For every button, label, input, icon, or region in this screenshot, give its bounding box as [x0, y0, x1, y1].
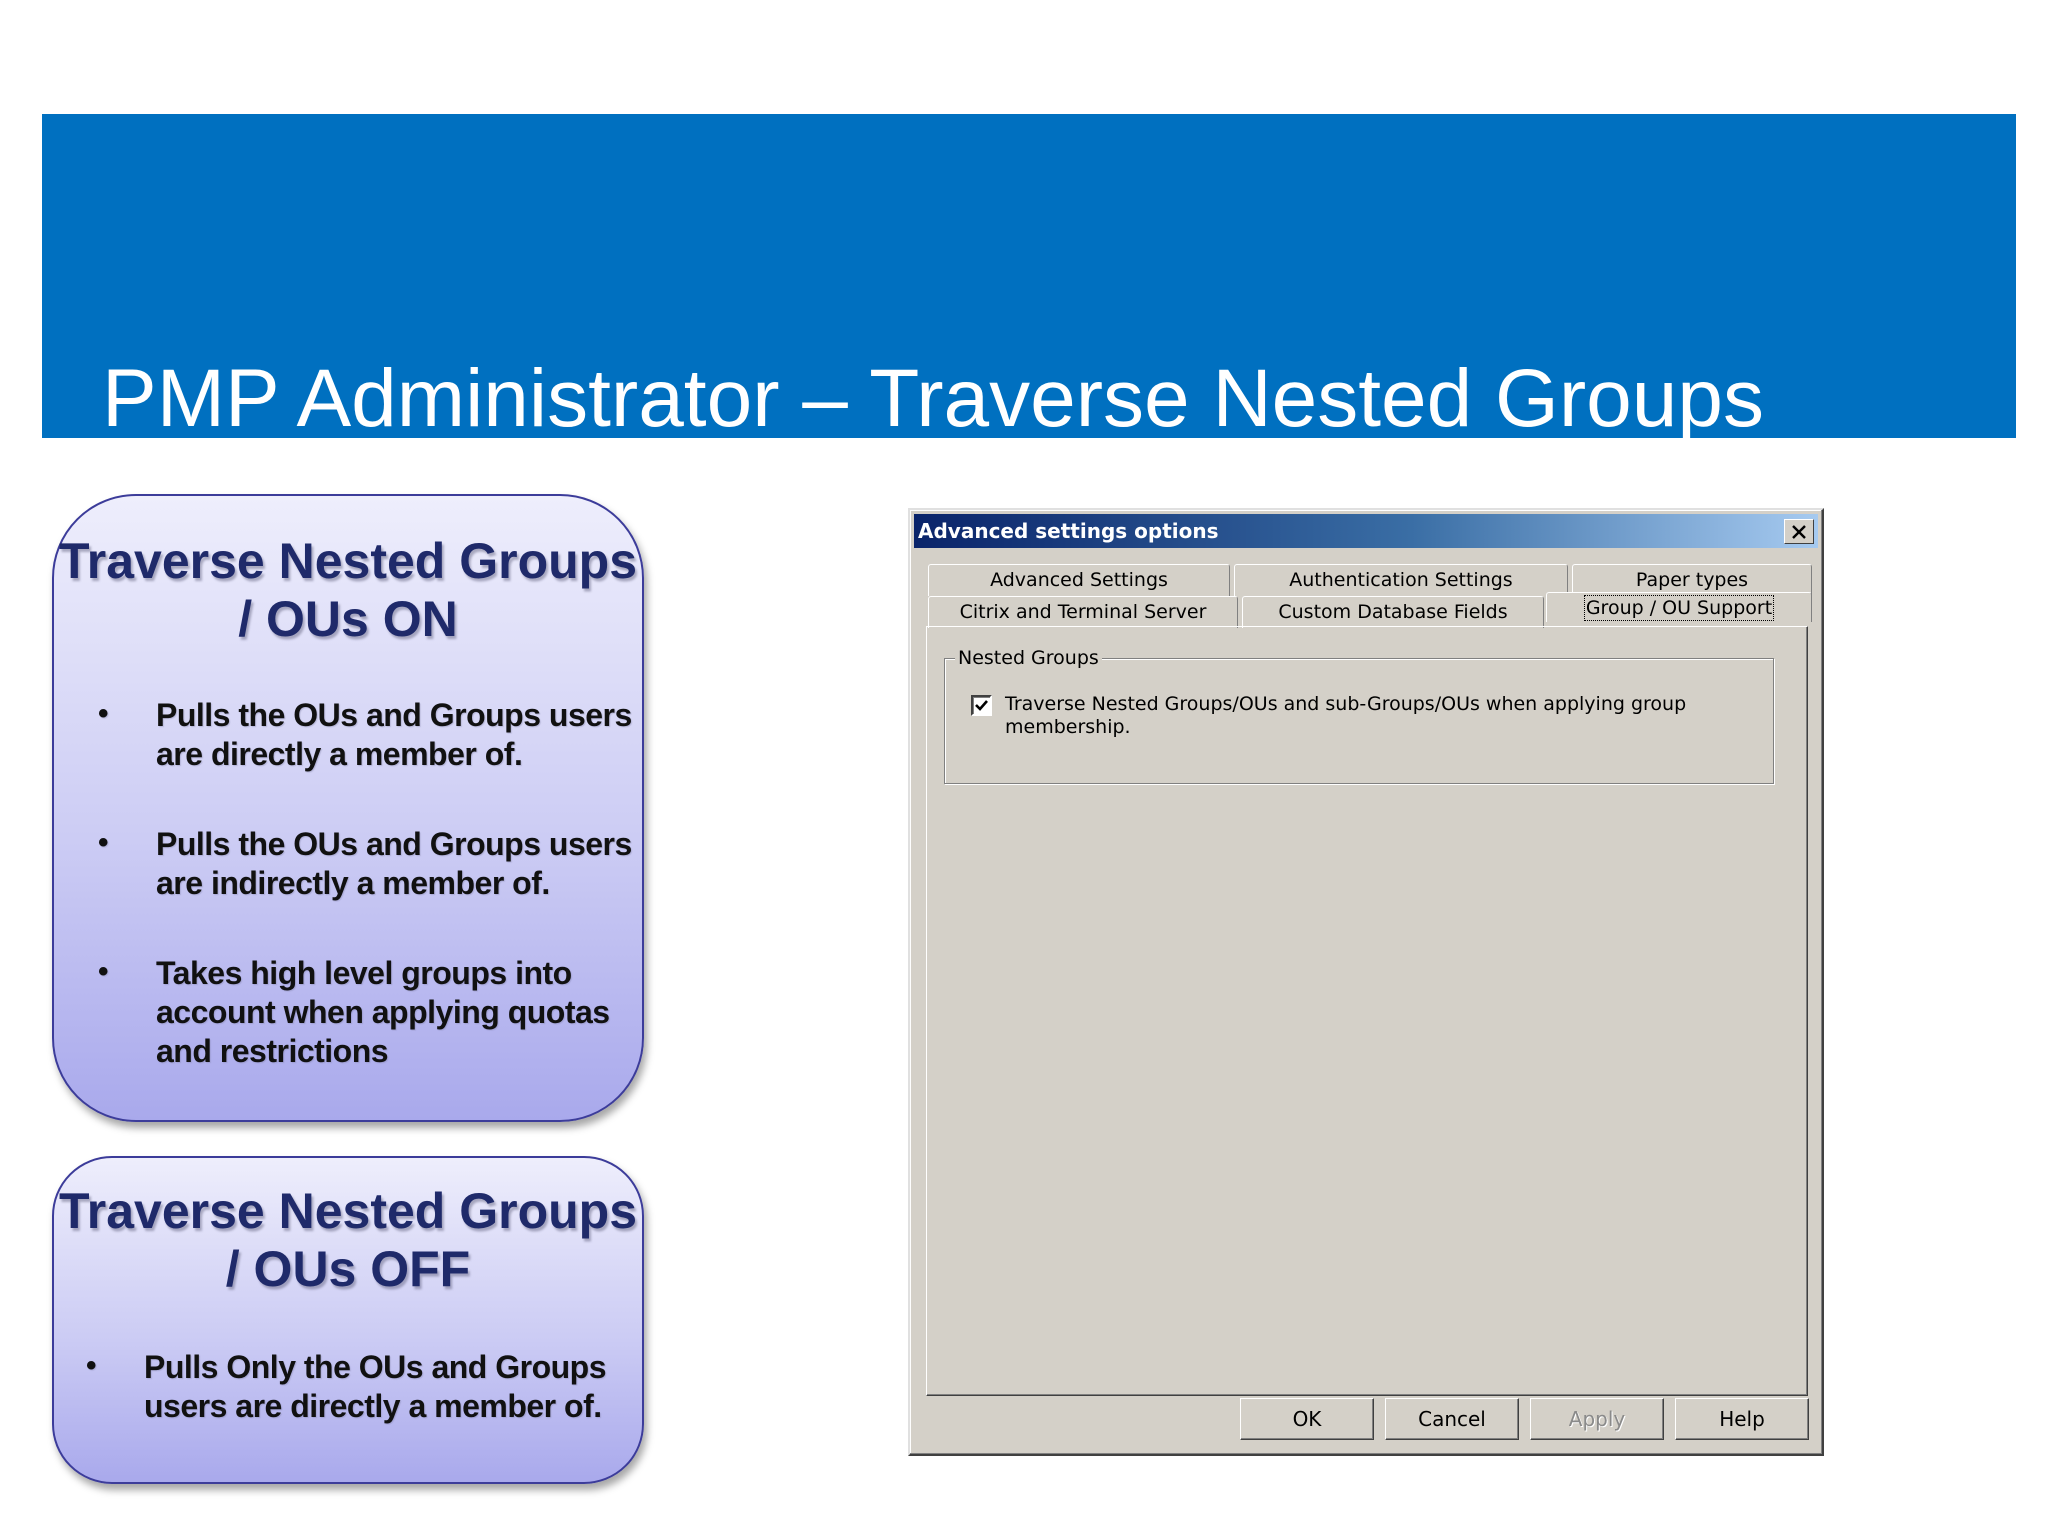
tab-advanced-settings[interactable]: [928, 564, 1230, 596]
callout-on-bullet-list: [98, 696, 638, 1122]
callout-on-title: Traverse Nested Groups / OUs ON: [58, 533, 638, 647]
close-button[interactable]: [1784, 519, 1814, 544]
traverse-nested-checkbox[interactable]: [971, 695, 992, 716]
bullet-icon: •: [98, 826, 109, 859]
tab-custom-database-fields[interactable]: [1242, 596, 1544, 628]
tab-authentication-settings[interactable]: [1234, 564, 1568, 596]
checkmark-icon: [974, 698, 989, 713]
bullet-icon: •: [98, 697, 109, 730]
slide-title: PMP Administrator – Traverse Nested Groups: [102, 353, 1764, 444]
dialog-title: Advanced settings options: [918, 519, 1219, 543]
list-item: [98, 696, 638, 774]
bullet-text: Pulls the OUs and Groups users are directly a member of.: [156, 697, 632, 772]
help-button[interactable]: Help: [1675, 1398, 1809, 1440]
tab-citrix-terminal-server[interactable]: [928, 596, 1238, 628]
callout-traverse-on: [52, 494, 644, 1122]
close-icon: [1791, 525, 1807, 539]
tab-label: Paper types: [1635, 569, 1749, 591]
tab-label: Custom Database Fields: [1278, 601, 1508, 623]
bullet-text: Takes high level groups into account when applying quotas and restrictions: [156, 955, 610, 1069]
tab-group-ou-support[interactable]: [1546, 592, 1812, 622]
tab-label: Advanced Settings: [990, 569, 1168, 591]
tab-label: Authentication Settings: [1289, 569, 1513, 591]
ok-button[interactable]: OK: [1240, 1398, 1374, 1440]
list-item: [98, 825, 638, 903]
callout-off-bullet-list: [86, 1348, 636, 1426]
bullet-text: Pulls Only the OUs and Groups users are directly a member of.: [144, 1349, 607, 1424]
advanced-settings-dialog: [908, 508, 1824, 1456]
callout-off-title: Traverse Nested Groups / OUs OFF: [58, 1183, 638, 1297]
tab-label: Group / OU Support: [1585, 597, 1773, 619]
cancel-button[interactable]: Cancel: [1385, 1398, 1519, 1440]
bullet-icon: •: [86, 1349, 97, 1382]
callout-traverse-off: [52, 1156, 644, 1484]
checkbox-label[interactable]: Traverse Nested Groups/OUs and sub-Groups/OUs when applying group membership.: [1005, 693, 1687, 738]
bullet-icon: •: [98, 955, 109, 988]
groupbox-label: Nested Groups: [955, 645, 1102, 671]
list-item: [86, 1348, 636, 1426]
nested-groups-groupbox: [944, 647, 1774, 784]
list-item: [98, 954, 638, 1071]
bullet-text: Pulls the OUs and Groups users are indirectly a member of.: [156, 826, 632, 901]
tab-label: Citrix and Terminal Server: [959, 601, 1207, 623]
apply-button[interactable]: Apply: [1530, 1398, 1664, 1440]
dialog-titlebar[interactable]: [914, 514, 1818, 548]
